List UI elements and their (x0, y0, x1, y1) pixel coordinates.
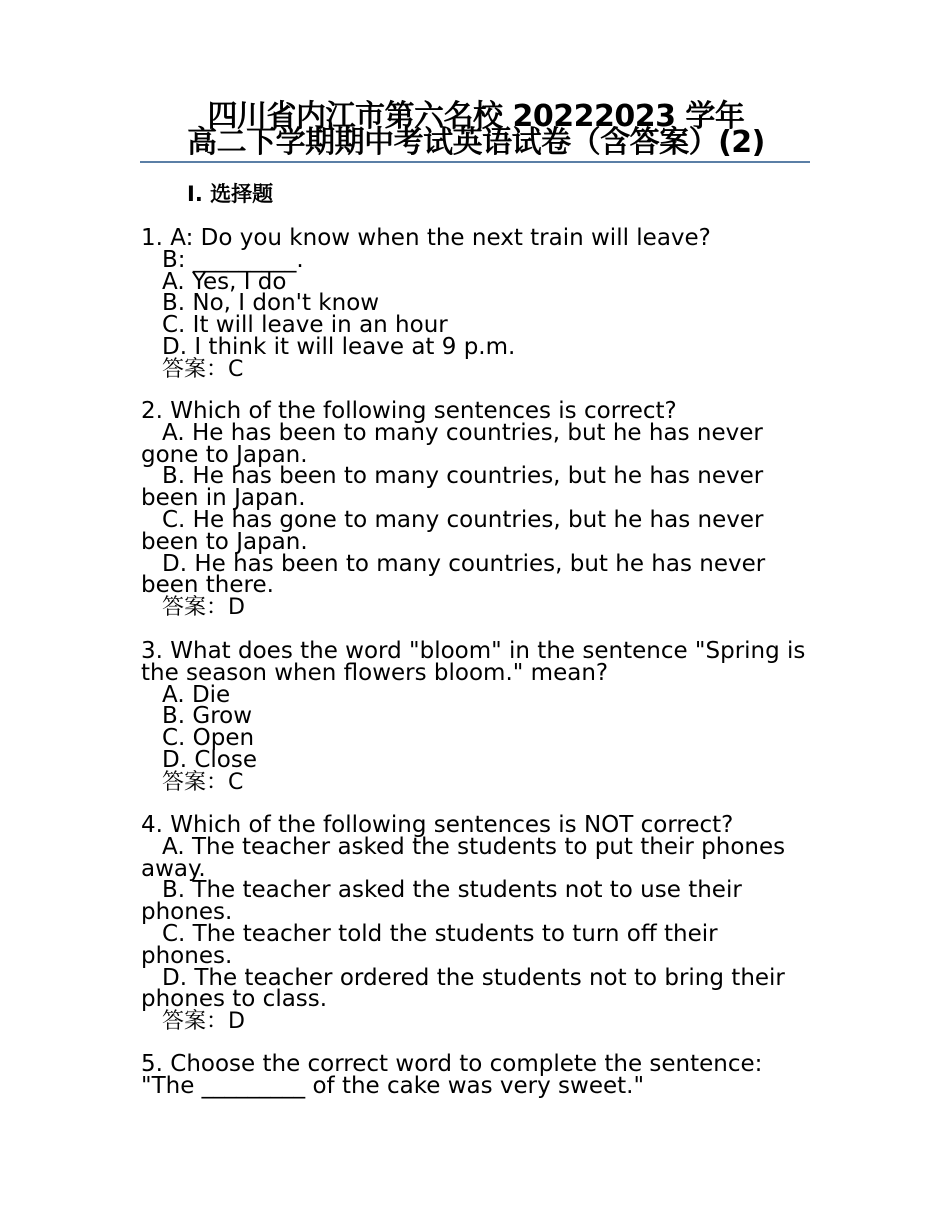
question-2-option-b: B. He has been to many countries, but he has never been in Japan. (141, 463, 764, 512)
question-5-stem: 5. Choose the correct word to complete the sentence: "The _________ of the cake was very sweet." (141, 1051, 763, 1099)
question-2-answer: 答案：D (162, 595, 245, 621)
question-3-option-a: A. Die (162, 681, 231, 708)
question-4-option-d: D. The teacher ordered the students not to bring their phones to class. (141, 964, 785, 1013)
question-1-option-c: C. It will leave in an hour (162, 312, 448, 339)
question-3-answer: 答案：C (162, 769, 244, 795)
question-1-option-b: B. No, I don't know (162, 290, 380, 317)
question-4 (141, 812, 813, 1035)
question-4-answer: 答案：D (162, 1009, 245, 1035)
question-1-stem: 1. A: Do you know when the next train will leave? (141, 225, 711, 251)
question-1-option-d: D. I think it will leave at 9 p.m. (162, 333, 516, 360)
title-underline (140, 161, 810, 163)
question-2-option-d: D. He has been to many countries, but he has never been there. (141, 550, 766, 599)
question-4-stem: 4. Which of the following sentences is NOT correct? (141, 812, 734, 838)
question-3 (141, 638, 813, 795)
document-title-line-2: 高二下学期期中考试英语试卷（含答案）(2) (187, 125, 765, 160)
question-1-dialogue-line: B: _________. (162, 246, 304, 273)
question-1-answer: 答案：C (162, 356, 244, 382)
question-1-option-a: A. Yes, I do (162, 268, 287, 295)
question-3-stem: 3. What does the word "bloom" in the sentence "Spring is the season when flowers bloom." mean? (141, 638, 806, 686)
question-1 (141, 225, 813, 382)
question-2-option-c: C. He has gone to many countries, but he has never been to Japan. (141, 506, 764, 555)
document-title-line-1: 四川省内江市第六名校 20222023 学年 (207, 99, 745, 134)
question-2-stem: 2. Which of the following sentences is correct? (141, 398, 677, 424)
question-4-option-a: A. The teacher asked the students to put their phones away. (141, 833, 786, 882)
question-3-option-b: B. Grow (162, 703, 253, 730)
question-2-option-a: A. He has been to many countries, but he has never gone to Japan. (141, 419, 763, 468)
document-title (140, 99, 812, 160)
question-3-option-c: C. Open (162, 725, 255, 752)
question-2 (141, 398, 813, 621)
question-5 (141, 1051, 813, 1099)
question-4-option-b: B. The teacher asked the students not to use their phones. (141, 877, 742, 926)
question-4-option-c: C. The teacher told the students to turn off their phones. (141, 920, 718, 969)
section-heading: I. 选择题 (187, 182, 274, 206)
question-3-option-d: D. Close (162, 746, 257, 773)
